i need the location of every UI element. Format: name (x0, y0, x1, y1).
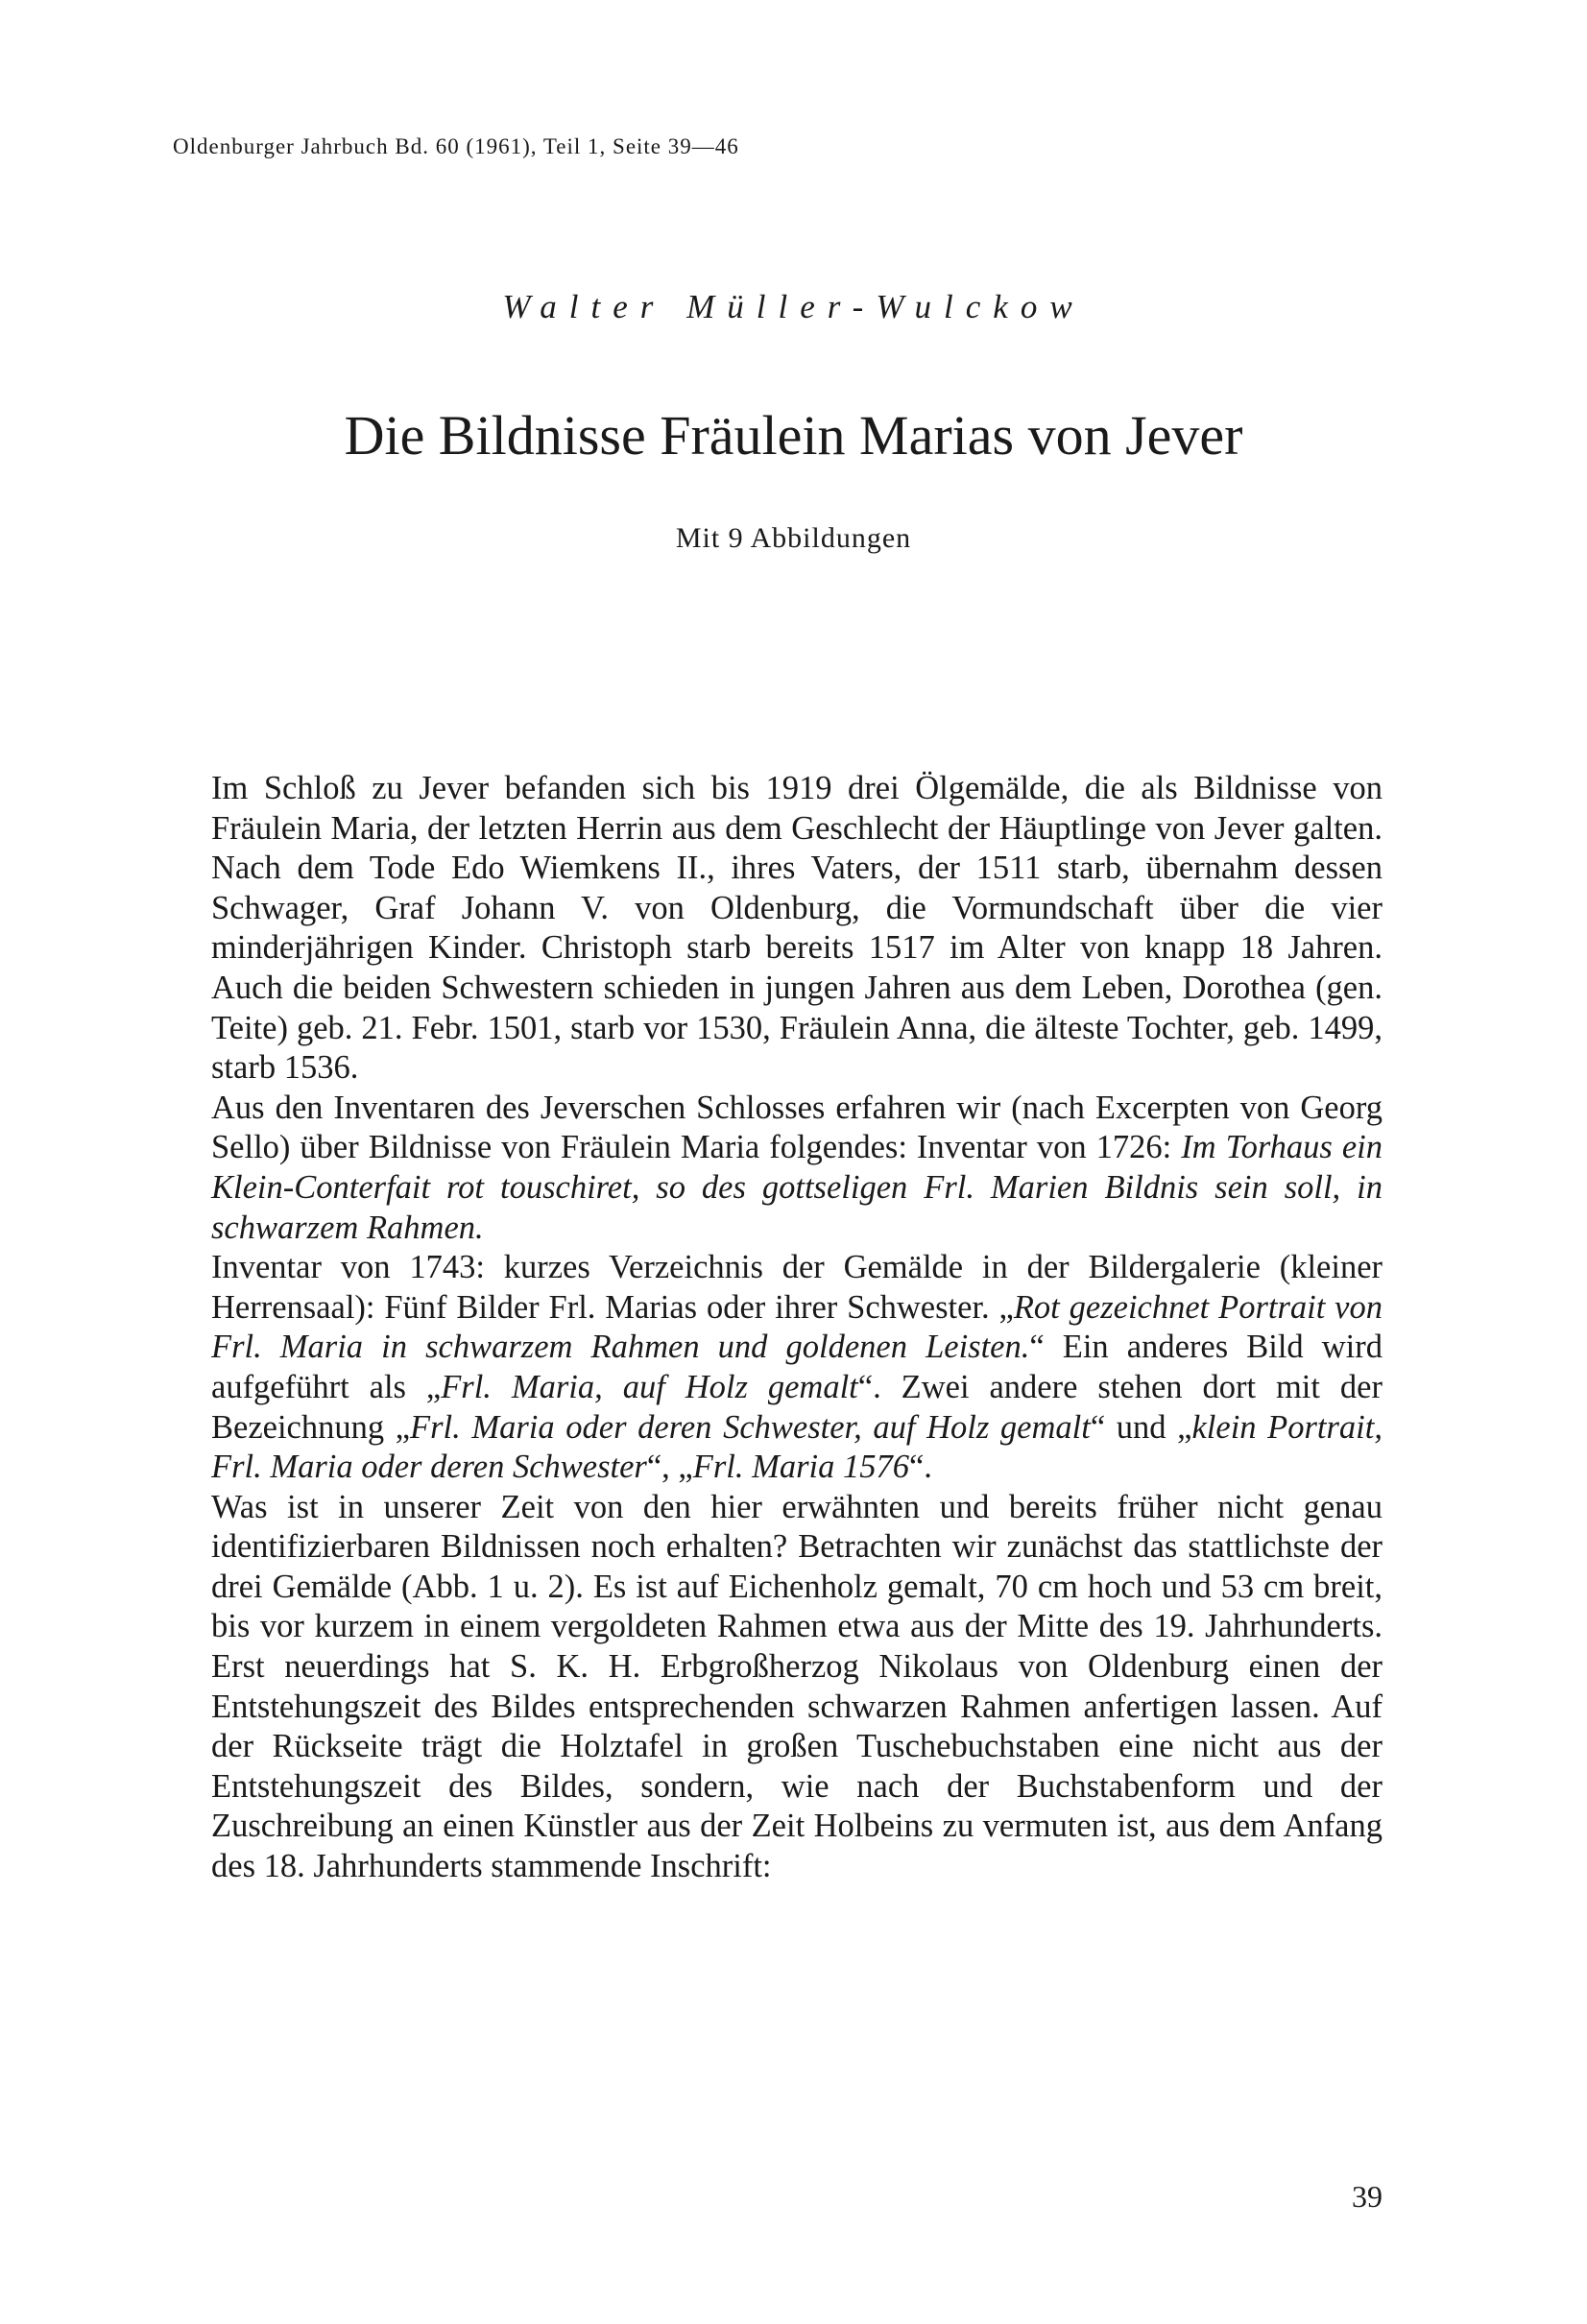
paragraph-3-text-c: “ Ein anderes Bild wird aufgeführt als „ (211, 1329, 1383, 1405)
paragraph-3-quote-d: klein Portrait, Frl. Maria oder deren Schwester (211, 1408, 1383, 1486)
paragraph-1 (211, 769, 1383, 1089)
paragraph-1-text: Im Schloß zu Jever befanden sich bis 1919 drei Ölgemälde, die als Bildnisse von Fräulein Maria, der letzten Herrin aus dem Geschlecht der Häuptlinge von Jever galten. Nach dem Tode Edo Wiemkens II., ihres Vaters, der 1511 starb, übernahm dessen Schwager, Graf Johann V. von Oldenburg, die Vormundschaft über die vier minderjährigen Kinder. Christoph starb bereits 1517 im Alter von knapp 18 Jahren. Auch die beiden Schwestern schieden in jungen Jahren aus dem Leben, Dorothea (gen. Teite) geb. 21. Febr. 1501, starb vor 1530, Fräulein Anna, die älteste Tochter, geb. 1499, starb 1536. (211, 770, 1383, 1087)
paragraph-3-text-i: “, „ (646, 1449, 693, 1486)
paragraph-2 (211, 1089, 1383, 1248)
paragraph-3-quote-e: Frl. Maria 1576 (692, 1449, 909, 1486)
paragraph-3-text-k: “. (908, 1449, 932, 1486)
paragraph-2-text: Aus den Inventaren des Jeverschen Schlosses erfahren wir (nach Excerpten von Georg Sello) über Bildnisse von Fräulein Maria folgendes: Inventar von 1726: (211, 1089, 1383, 1166)
running-header: Oldenburger Jahrbuch Bd. 60 (1961), Teil 1, Seite 39—46 (173, 134, 739, 158)
paragraph-3-text-a: Inventar von 1743: kurzes Verzeichnis der Gemälde in der Bildergalerie (kleiner Herrensaal): Fünf Bilder Frl. Marias oder ihrer Schwester. „ (211, 1249, 1383, 1326)
paragraph-2-quote: Im Torhaus ein Klein-Conterfait rot touschiret, so des gottseligen Frl. Marien Bildnis sein soll, in schwarzem Rahmen. (211, 1129, 1383, 1246)
paragraph-3-text-e: “. Zwei andere stehen dort mit der Bezeichnung „ (211, 1368, 1383, 1446)
article-subtitle: Mit 9 Abbildungen (675, 522, 912, 554)
paragraph-4-text: Was ist in unserer Zeit von den hier erwähnten und bereits früher nicht genau identifizierbaren Bildnissen noch erhalten? Betrachten wir zunächst das stattlichste der drei Gemälde (Abb. 1 u. 2). Es ist auf Eichenholz gemalt, 70 cm hoch und 53 cm breit, bis vor kurzem in einem vergoldeten Rahmen etwa aus der Mitte des 19. Jahrhunderts. Erst neuerdings hat S. K. H. Erbgroßherzog Nikolaus von Oldenburg einen der Entstehungszeit des Bildes entsprechenden schwarzen Rahmen anfertigen lassen. Auf der Rückseite trägt die Holztafel in großen Tuschebuchstaben eine nicht aus der Entstehungszeit des Bildes, sondern, wie nach der Buchstabenform und der Zuschreibung an einen Künstler aus der Zeit Holbeins zu vermuten ist, aus dem Anfang des 18. Jahrhunderts stammende Inschrift: (211, 1488, 1383, 1885)
paragraph-3-quote-b: Frl. Maria, auf Holz gemalt (441, 1368, 858, 1405)
body-text (211, 769, 1383, 1887)
paragraph-3-quote-a: Rot gezeichnet Portrait von Frl. Maria in schwarzem Rahmen und goldenen Leisten. (211, 1288, 1383, 1366)
paragraph-4 (211, 1488, 1383, 1887)
page-number: 39 (1352, 2179, 1383, 2214)
article-title: Die Bildnisse Fräulein Marias von Jever (344, 404, 1243, 467)
paragraph-3 (211, 1248, 1383, 1488)
paragraph-3-text-g: “ und „ (1090, 1408, 1192, 1446)
paragraph-3-quote-c: Frl. Maria oder deren Schwester, auf Holz gemalt (410, 1408, 1091, 1446)
author-name: Walter Müller-Wulckow (502, 288, 1085, 325)
